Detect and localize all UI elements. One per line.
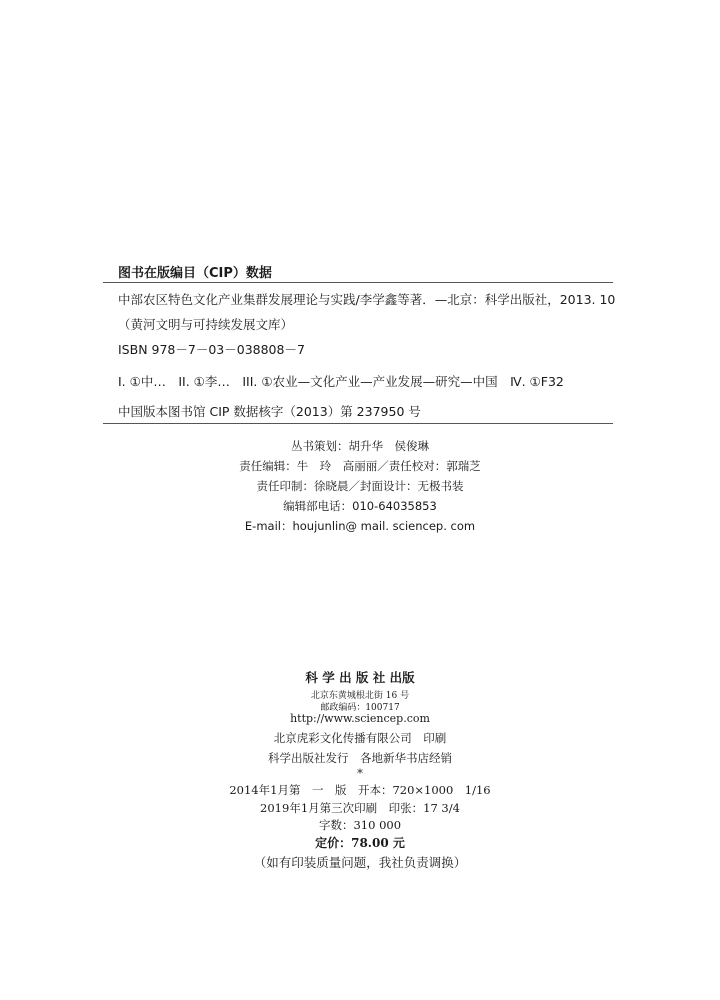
cip-classification: I. ①中… II. ①李… III. ①农业—文化产业—产业发展—研究—中国 Ⅳ. ①F32: [118, 374, 564, 389]
quality-notice: （如有印装质量问题，我社负责调换）: [253, 855, 467, 870]
cip-top-rule: [103, 282, 613, 283]
editorial-phone: 编辑部电话：010-64035853: [283, 499, 437, 513]
cip-number: 中国版本图书馆 CIP 数据核字（2013）第 237950 号: [118, 404, 421, 419]
cip-title: 图书在版编目（CIP）数据: [118, 266, 272, 281]
publisher-name: 科 学 出 版 社 出版: [305, 670, 415, 685]
publisher-address: 北京东黄城根北街 16 号: [310, 691, 410, 701]
printer-line: 北京虎彩文化传播有限公司 印刷: [273, 731, 447, 745]
edition-line: 2014年1月第 一 版 开本：720×1000 1/16: [229, 783, 491, 797]
price: 定价：78.00 元: [315, 836, 405, 850]
editorial-email: E-mail：houjunlin@ mail. sciencep. com: [244, 519, 476, 533]
printing-line: 2019年1月第三次印刷 印张：17 3/4: [260, 801, 460, 815]
distribution-line: 科学出版社发行 各地新华书店经销: [268, 751, 452, 765]
separator-asterisk: *: [357, 766, 363, 780]
series-planning: 丛书策划：胡升华 侯俊琳: [291, 439, 429, 453]
cip-series-line: （黄河文明与可持续发展文库）: [118, 317, 294, 332]
word-count: 字数：310 000: [318, 818, 402, 832]
publisher-postcode: 邮政编码：100717: [320, 703, 400, 713]
publisher-url: http://www.sciencep.com: [290, 712, 430, 725]
cip-bottom-rule: [103, 423, 613, 424]
responsible-editors: 责任编辑：牛 玲 高丽丽／责任校对：郭瑞芝: [239, 459, 481, 473]
cip-bibliographic-line: 中部农区特色文化产业集群发展理论与实践/李学鑫等著．—北京：科学出版社，2013. 10: [118, 292, 616, 307]
cip-isbn: ISBN 978－7－03－038808－7: [118, 342, 305, 357]
printing-and-cover: 责任印制：徐晓晨／封面设计：无极书装: [256, 479, 464, 493]
